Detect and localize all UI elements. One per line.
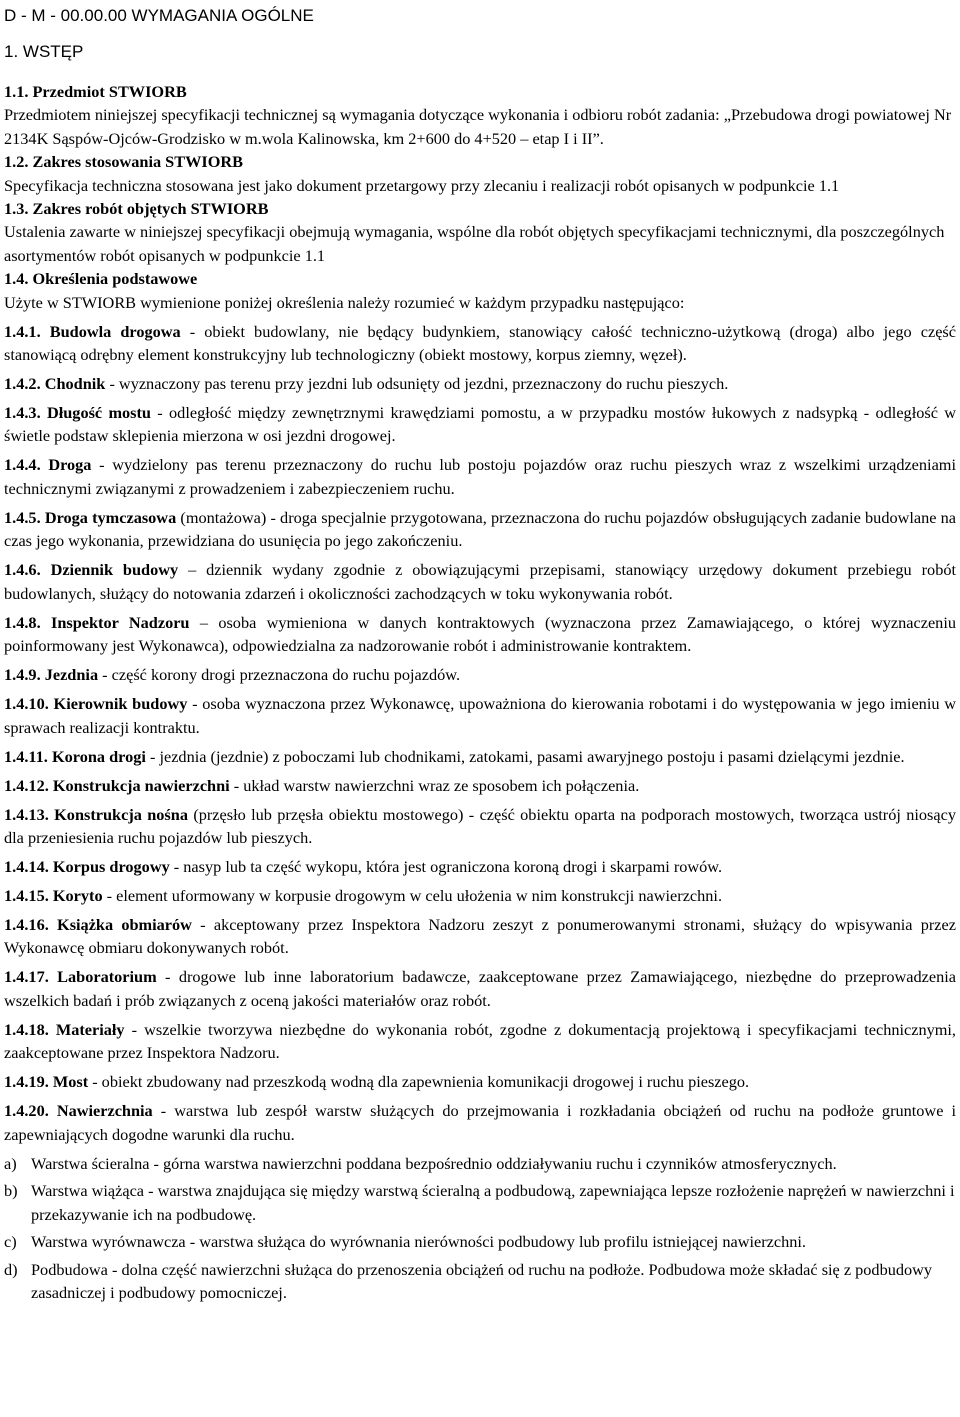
definition-term: Laboratorium	[57, 967, 157, 987]
definition-term: Most	[52, 1072, 89, 1092]
section-1-4	[4, 267, 956, 314]
definition-number: 1.4.15.	[4, 885, 49, 905]
definition-text: - obiekt zbudowany nad przeszkodą wodną dla zapewnienia komunikacji drogowej i ruchu pieszego.	[88, 1072, 750, 1092]
definition-term: Długość mostu	[46, 403, 151, 423]
definition-term: Dziennik budowy	[50, 560, 179, 580]
definition-item	[4, 884, 956, 907]
definition-item	[4, 855, 956, 878]
definition-item	[4, 692, 956, 739]
list-item	[4, 1152, 956, 1175]
list-item-text: Warstwa wyrównawcza - warstwa służąca do wyrównania nierówności podbudowy lub profilu istniejącej nawierzchni.	[31, 1232, 806, 1252]
section-heading: 1.2. Zakres stosowania STWIORB	[4, 152, 243, 172]
definition-number: 1.4.18.	[4, 1019, 49, 1039]
definition-number: 1.4.1.	[4, 321, 41, 341]
definition-item	[4, 803, 956, 850]
definition-number: 1.4.2.	[4, 374, 41, 394]
definition-term: Inspektor Nadzoru	[50, 612, 190, 632]
list-item-label: c)	[4, 1232, 17, 1252]
section-1-3	[4, 197, 956, 267]
definition-text: - wydzielony pas terenu przeznaczony do ruchu lub postoju pojazdów oraz ruchu pieszych wraz z wszelkimi urządzeniami technicznymi związanymi z prowadzeniem i zabezpieczeniem ruchu.	[4, 455, 956, 498]
section-1-2	[4, 150, 956, 197]
definition-item	[4, 558, 956, 605]
section-heading: 1.3. Zakres robót objętych STWIORB	[4, 199, 269, 219]
definition-text: - akceptowany przez Inspektora Nadzoru zeszyt z ponumerowanymi stronami, służący do wpisywania przez Wykonawcę obmiaru dokonywanych robót.	[4, 914, 956, 958]
definition-item	[4, 1099, 956, 1146]
definition-term: Koryto	[52, 885, 103, 905]
definition-text: - wyznaczony pas terenu przy jezdni lub odsunięty od jezdni, przeznaczony do ruchu pieszych.	[105, 374, 729, 394]
definition-number: 1.4.9.	[4, 665, 41, 685]
list-item-label: b)	[4, 1181, 18, 1201]
definition-number: 1.4.6.	[4, 560, 41, 580]
definition-term: Korpus drogowy	[52, 856, 170, 876]
definition-term: Droga tymczasowa	[44, 507, 177, 527]
definition-number: 1.4.10.	[4, 694, 49, 714]
list-item-text: Warstwa wiążąca - warstwa znajdująca się między warstwą ścieralną a podbudową, zapewniająca lepsze rozłożenie naprężeń w nawierzchni i przekazywanie ich na podbudowę.	[31, 1181, 955, 1224]
definition-text: - jezdnia (jezdnie) z poboczami lub chodnikami, zatokami, pasami awaryjnego postoju i pasami dzielącymi jezdnie.	[145, 746, 905, 766]
list-item	[4, 1179, 956, 1226]
definition-text: - osoba wyznaczona przez Wykonawcę, upoważniona do kierowania robotami i do występowania w jego imieniu w sprawach realizacji kontraktu.	[4, 694, 956, 737]
definition-term: Korona drogi	[51, 746, 146, 766]
definition-item	[4, 611, 956, 658]
section-body: Ustalenia zawarte w niniejszej specyfikacji obejmują wymagania, wspólne dla robót objętych specyfikacjami technicznymi, dla poszczególnych asortymentów robót opisanych w podpunkcie 1.1	[4, 222, 945, 265]
definition-text: (przęsło lub przęsła obiektu mostowego) - część obiektu oparta na podporach mostowych, tworząca ustrój niosący dla przeniesienia ruchu pojazdów lub pieszych.	[4, 804, 956, 847]
list-item-text: Podbudowa - dolna część nawierzchni służąca do przenoszenia obciążeń od ruchu na podłoże. Podbudowa może składać się z podbudowy zasadniczej i podbudowy pomocniczej.	[31, 1260, 933, 1303]
definition-term: Konstrukcja nawierzchni	[52, 775, 230, 795]
definition-text: – dziennik wydany zgodnie z obowiązującymi przepisami, stanowiący urzędowy dokument przebiegu robót budowlanych, służący do notowania zdarzeń i okoliczności zachodzących w toku wykonywania robót.	[4, 560, 956, 603]
layer-list	[4, 1152, 956, 1305]
definition-term: Jezdnia	[44, 665, 99, 685]
list-item	[4, 1258, 956, 1305]
definition-term: Konstrukcja nośna	[54, 804, 188, 824]
definition-item	[4, 965, 956, 1012]
definition-text: (montażowa) - droga specjalnie przygotowana, przeznaczona do ruchu pojazdów obsługujących zadanie budowlane na czas jego wykonania, przewidziana do usunięcia po jego zakończeniu.	[4, 507, 957, 551]
definition-text: - element uformowany w korpusie drogowym w celu ułożenia w nim konstrukcji nawierzchni.	[102, 885, 723, 905]
definition-item	[4, 663, 956, 686]
definition-item	[4, 506, 956, 553]
definition-number: 1.4.20.	[4, 1101, 49, 1121]
definition-number: 1.4.19.	[4, 1072, 49, 1092]
definition-number: 1.4.14.	[4, 856, 49, 876]
section-title: 1. WSTĘP	[4, 42, 84, 61]
definition-number: 1.4.17.	[4, 967, 49, 987]
definition-item	[4, 745, 956, 768]
definition-text: - układ warstw nawierzchni wraz ze sposobem ich połączenia.	[229, 775, 640, 795]
definition-text: - warstwa lub zespół warstw służących do przejmowania i rozkładania obciążeń od ruchu na podłoże gruntowe i zapewniających dogodne warunki dla ruchu.	[4, 1101, 956, 1144]
definition-term: Nawierzchnia	[56, 1101, 153, 1121]
list-item-text: Warstwa ścieralna - górna warstwa nawierzchni poddana bezpośrednio oddziaływaniu ruchu i czynników atmosferycznych.	[31, 1153, 837, 1173]
definition-term: Książka obmiarów	[57, 914, 192, 934]
definition-item	[4, 913, 956, 960]
definition-text: - wszelkie tworzywa niezbędne do wykonania robót, zgodne z dokumentacją projektową i specyfikacjami technicznymi, zaakceptowane przez Inspektora Nadzoru.	[4, 1019, 956, 1063]
definition-item	[4, 1070, 956, 1093]
definition-text: - odległość między zewnętrznymi krawędziami pomostu, a w przypadku mostów łukowych z nadsypką - odległość w świetle podstaw sklepienia mierzona w osi jezdni drogowej.	[4, 403, 956, 446]
definitions-list	[4, 320, 956, 1146]
definition-text: - nasyp lub ta część wykopu, która jest ograniczona koroną drogi i skarpami rowów.	[169, 856, 723, 876]
definition-item	[4, 372, 956, 395]
section-intro: Użyte w STWIORB wymienione poniżej określenia należy rozumieć w każdym przypadku następująco:	[4, 292, 685, 312]
definition-number: 1.4.16.	[4, 914, 49, 934]
definition-term: Kierownik budowy	[53, 694, 188, 714]
definition-item	[4, 774, 956, 797]
definition-number: 1.4.5.	[4, 507, 41, 527]
definition-number: 1.4.3.	[4, 403, 41, 423]
definition-number: 1.4.4.	[4, 455, 41, 475]
definition-item	[4, 401, 956, 448]
list-item-label: d)	[4, 1260, 18, 1280]
document-title: D - M - 00.00.00 WYMAGANIA OGÓLNE	[4, 6, 314, 25]
definition-number: 1.4.12.	[4, 775, 49, 795]
definition-number: 1.4.8.	[4, 612, 41, 632]
definition-term: Materiały	[55, 1019, 125, 1039]
definition-term: Chodnik	[44, 374, 106, 394]
definition-term: Droga	[48, 455, 92, 475]
definition-text: - drogowe lub inne laboratorium badawcze, zaakceptowane przez Zamawiającego, niezbędne do przeprowadzenia wszelkich badań i prób związanych z oceną jakości materiałów oraz robót.	[4, 967, 956, 1010]
definition-text: - część korony drogi przeznaczona do ruchu pojazdów.	[98, 665, 461, 685]
list-item	[4, 1230, 956, 1253]
definition-text: - obiekt budowlany, nie będący budynkiem, stanowiący całość techniczno-użytkową (droga) albo jego część stanowiącą odrębny element konstrukcyjny lub technologiczny (obiekt mostowy, korpus ziemny, węzeł).	[4, 321, 956, 365]
list-item-label: a)	[4, 1153, 17, 1173]
definition-term: Budowla drogowa	[49, 321, 181, 341]
definition-number: 1.4.13.	[4, 804, 49, 824]
definition-item	[4, 1018, 956, 1065]
section-body: Przedmiotem niniejszej specyfikacji technicznej są wymagania dotyczące wykonania i odbioru robót zadania: „Przebudowa drogi powiatowej Nr 2134K Sąspów-Ojców-Grodzisko w m.wola Kalinowska, km 2+600 do 4+520 – etap I i II”.	[4, 105, 952, 148]
definition-item	[4, 453, 956, 500]
definition-text: – osoba wymieniona w danych kontraktowych (wyznaczona przez Zamawiającego, o której wyznaczeniu poinformowany jest Wykonawca), odpowiedzialna za nadzorowanie robót i administrowanie kontraktem.	[4, 612, 956, 656]
definition-item	[4, 320, 956, 367]
section-1-1	[4, 80, 956, 150]
section-heading: 1.4. Określenia podstawowe	[4, 269, 198, 289]
section-heading: 1.1. Przedmiot STWIORB	[4, 82, 187, 101]
section-body: Specyfikacja techniczna stosowana jest jako dokument przetargowy przy zlecaniu i realizacji robót opisanych w podpunkcie 1.1	[4, 175, 840, 195]
definition-number: 1.4.11.	[4, 746, 48, 766]
